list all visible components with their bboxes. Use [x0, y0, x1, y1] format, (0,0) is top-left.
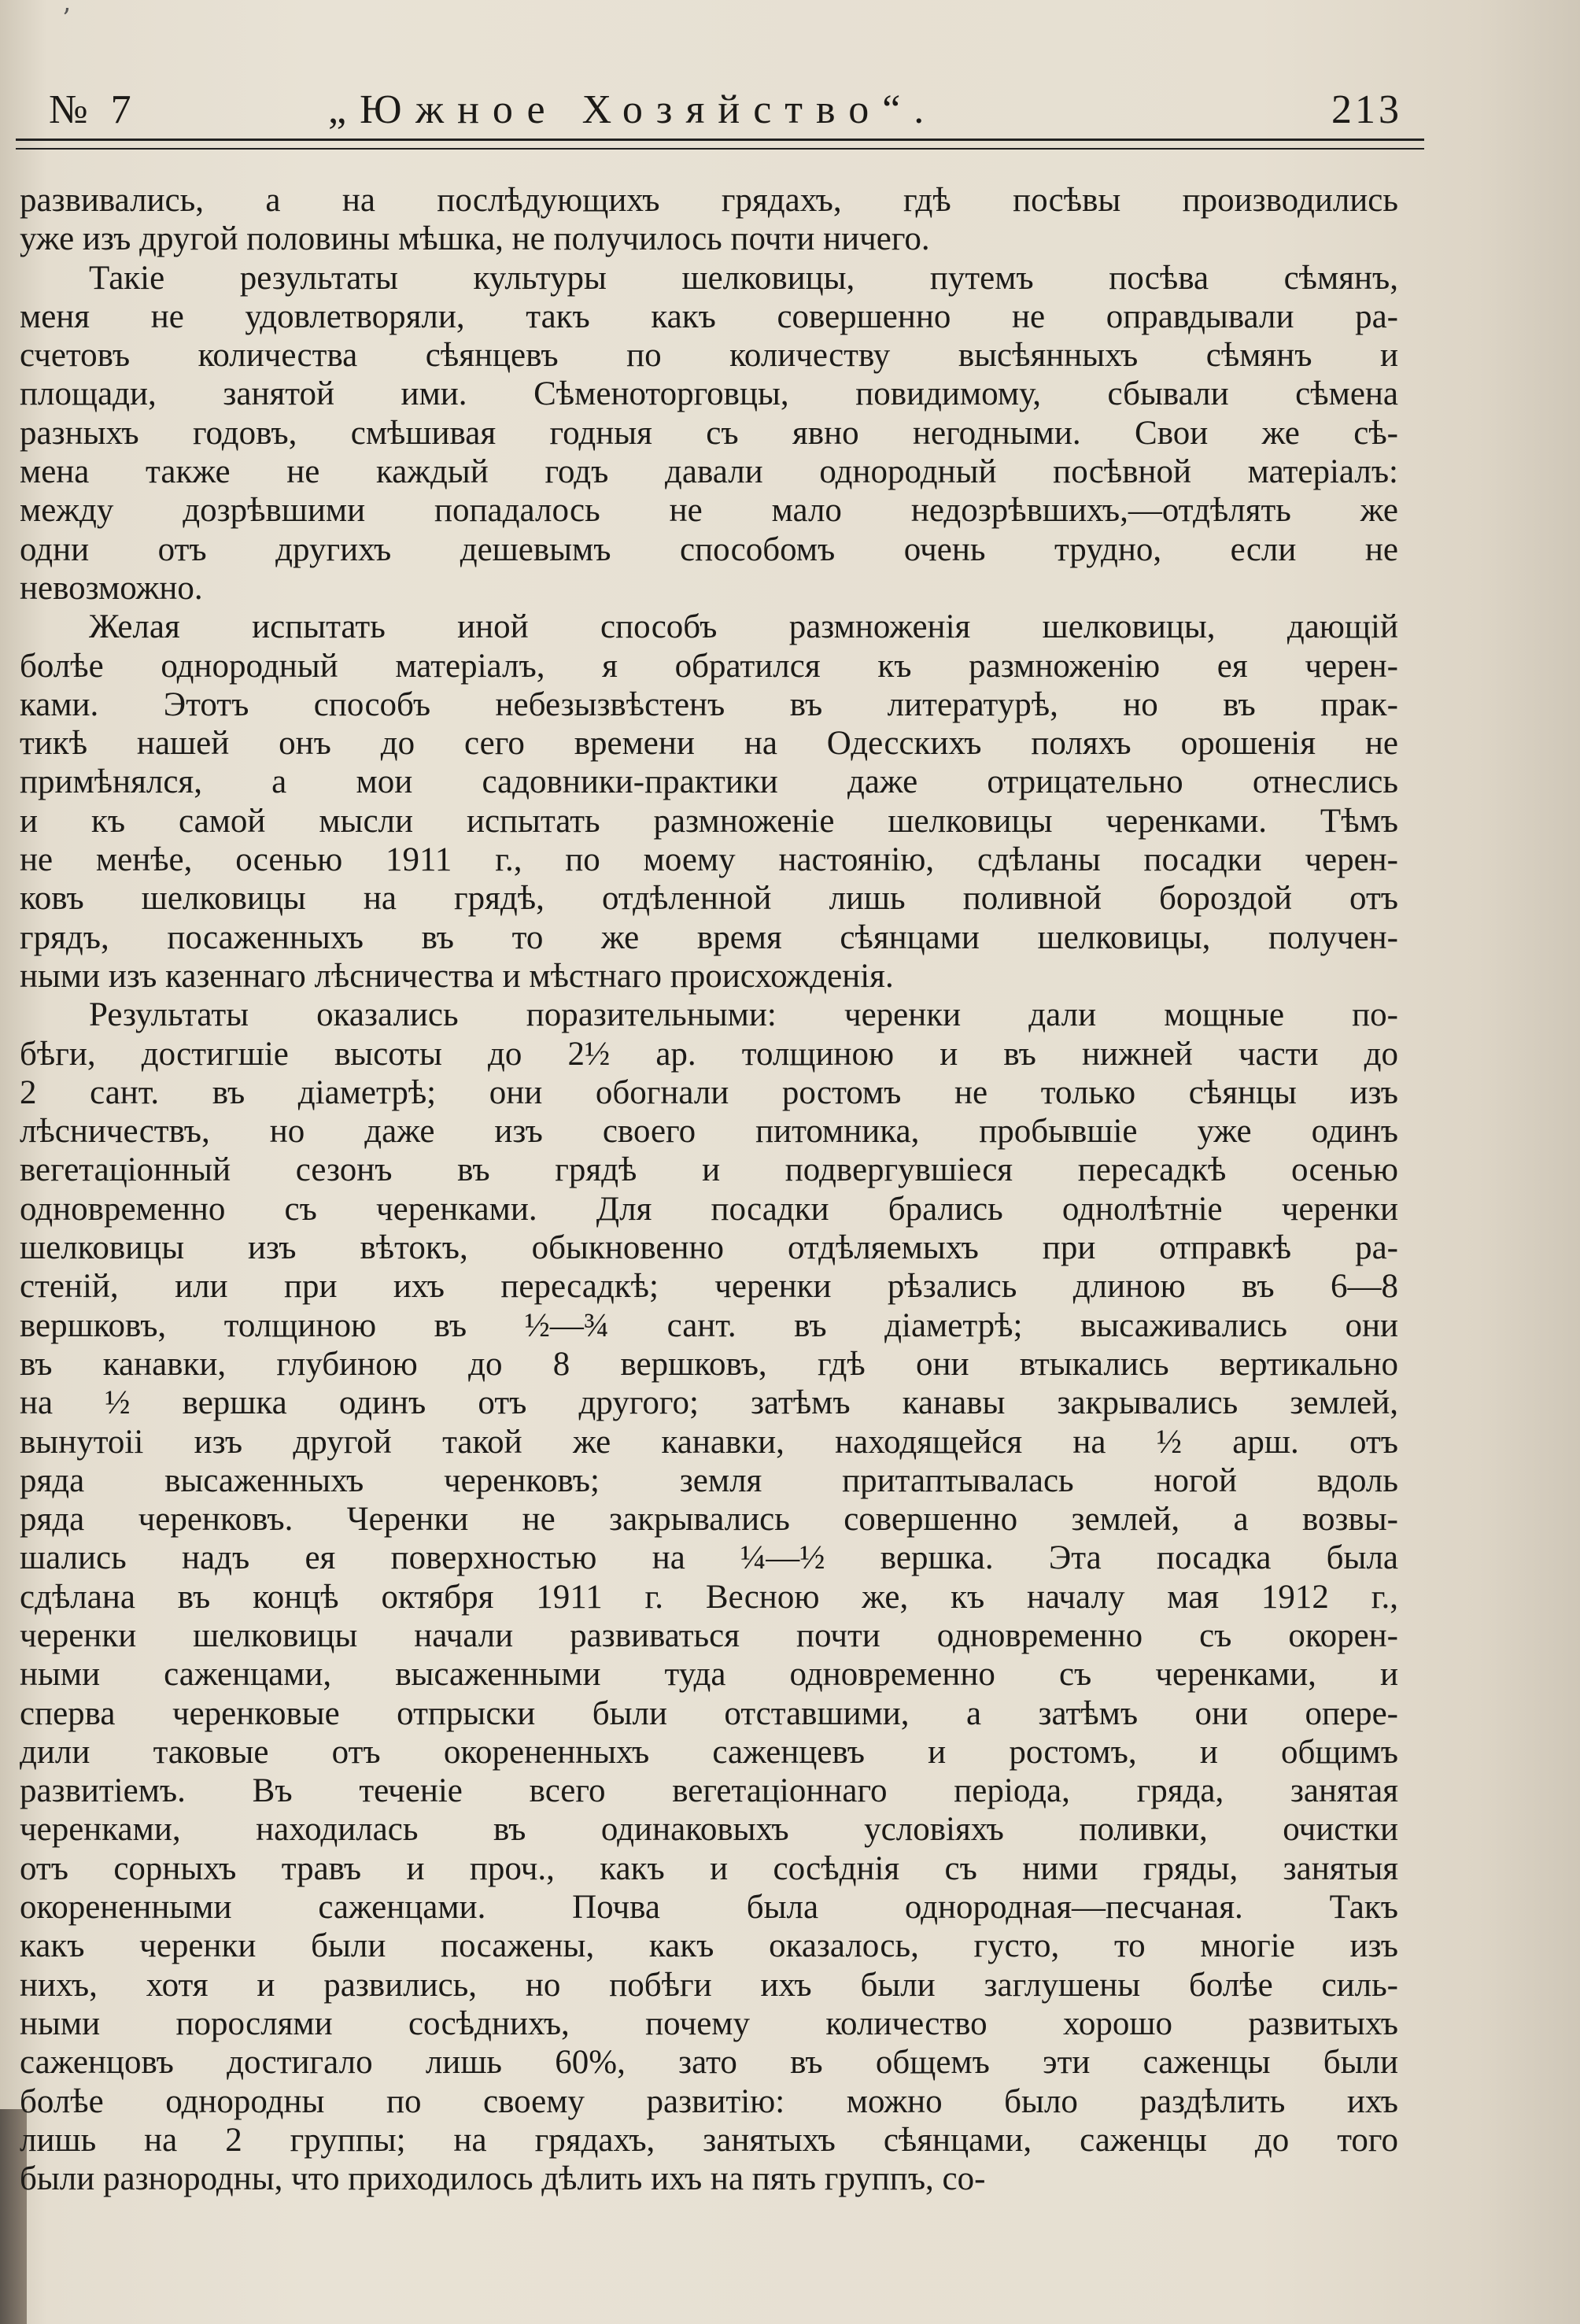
text-line: лишь на 2 группы; на грядахъ, занятыхъ сѣянцами, саженцы до того — [20, 2121, 1398, 2159]
text-line: не менѣе, осенью 1911 г., по моему настоянію, сдѣланы посадки черен- — [20, 841, 1398, 879]
text-line: меня не удовлетворяли, такъ какъ совершенно не оправдывали ра- — [20, 297, 1398, 335]
text-line: вегетаціонный сезонъ въ грядѣ и подвергувшіеся пересадкѣ осенью — [20, 1151, 1398, 1189]
paragraph — [20, 608, 1398, 996]
text-line: окорененными саженцами. Почва была однородная—песчаная. Такъ — [20, 1889, 1398, 1927]
text-line: отъ сорныхъ травъ и проч., какъ и сосѣднія съ ними гряды, занятыя — [20, 1849, 1398, 1887]
text-line: одни отъ другихъ дешевымъ способомъ очень трудно, если не — [20, 530, 1398, 568]
text-line: черенками, находилась въ одинаковыхъ условіяхъ поливки, очистки — [20, 1811, 1398, 1849]
paragraph — [20, 181, 1398, 259]
text-line: сперва черенковые отпрыски были отставшими, а затѣмъ они опере- — [20, 1694, 1398, 1732]
text-line: развивались, а на послѣдующихъ грядахъ, гдѣ посѣвы производились — [20, 182, 1398, 219]
text-line: примѣнялся, а мои садовники-практики даже отрицательно отнеслись — [20, 763, 1398, 801]
text-line: ками. Этотъ способъ небезызвѣстенъ въ литературѣ, но въ прак- — [20, 685, 1398, 723]
page-number: 213 — [1331, 87, 1402, 132]
text-line: ковъ шелковицы на грядѣ, отдѣленной лишь поливной бороздой отъ — [20, 880, 1398, 918]
text-line: лѣсничествъ, но даже изъ своего питомника, пробывшіе уже одинъ — [20, 1113, 1398, 1151]
text-line: вынутоіі изъ другой такой же канавки, находящейся на ½ арш. отъ — [20, 1423, 1398, 1461]
text-line: въ канавки, глубиною до 8 вершковъ, гдѣ они втыкались вертикально — [20, 1345, 1398, 1383]
text-line: шелковицы изъ вѣтокъ, обыкновенно отдѣляемыхъ при отправкѣ ра- — [20, 1229, 1398, 1267]
text-line: Результаты оказались поразительными: черенки дали мощные по- — [89, 996, 1398, 1034]
article-body — [20, 181, 1398, 2198]
text-line: грядъ, посаженныхъ въ то же время сѣянцами шелковицы, получен- — [20, 918, 1398, 956]
issue-number: № 7 — [49, 87, 138, 132]
text-line: черенки шелковицы начали развиваться почти одновременно съ окорен- — [20, 1616, 1398, 1654]
text-line: Желая испытать иной способъ размноженія шелковицы, дающій — [89, 608, 1398, 646]
running-header — [49, 87, 1402, 142]
journal-title: „Южное Хозяйство“. — [328, 87, 938, 132]
text-line: саженцовъ достигало лишь 60%, зато въ общемъ эти саженцы были — [20, 2044, 1398, 2082]
text-line: бѣги, достигшіе высоты до 2½ ар. толщиною и въ нижней части до — [20, 1035, 1398, 1073]
header-rule — [16, 139, 1424, 150]
text-line: ными порослями сосѣднихъ, почему количество хорошо развитыхъ — [20, 2004, 1398, 2042]
text-line: вершковъ, толщиною въ ½—¾ сант. въ діаметрѣ; высаживались они — [20, 1306, 1398, 1344]
paragraph — [20, 259, 1398, 608]
text-line: были разнородны, что приходилось дѣлить ихъ на пять группъ, со- — [20, 2160, 986, 2198]
text-line: шались надъ ея поверхностью на ¼—½ вершка. Эта посадка была — [20, 1539, 1398, 1577]
text-line: ными изъ казеннаго лѣсничества и мѣстнаго происхожденія. — [20, 957, 894, 995]
paragraph — [20, 996, 1398, 2198]
text-line: ными саженцами, высаженными туда одновременно съ черенками, и — [20, 1656, 1398, 1694]
text-line: ряда черенковъ. Черенки не закрывались совершенно землей, а возвы- — [20, 1501, 1398, 1539]
text-line: болѣе однородны по своему развитію: можно было раздѣлить ихъ — [20, 2082, 1398, 2120]
text-line: одновременно съ черенками. Для посадки брались однолѣтніе черенки — [20, 1190, 1398, 1228]
text-line: Такіе результаты культуры шелковицы, путемъ посѣва сѣмянъ, — [89, 259, 1398, 297]
text-line: дили таковые отъ окорененныхъ саженцевъ и ростомъ, и общимъ — [20, 1733, 1398, 1771]
text-line: стеній, или при ихъ пересадкѣ; черенки рѣзались длиною въ 6—8 — [20, 1268, 1398, 1306]
text-line: и къ самой мысли испытать размноженіе шелковицы черенками. Тѣмъ — [20, 802, 1398, 840]
text-line: 2 сант. въ діаметрѣ; они обогнали ростомъ не только сѣянцы изъ — [20, 1073, 1398, 1111]
text-line: развитіемъ. Въ теченіе всего вегетаціоннаго періода, гряда, занятая — [20, 1772, 1398, 1810]
text-line: уже изъ другой половины мѣшка, не получилось почти ничего. — [20, 220, 930, 258]
margin-tick: ʼ — [61, 3, 70, 35]
text-line: ряда высаженныхъ черенковъ; земля притаптывалась ногой вдоль — [20, 1461, 1398, 1499]
text-line: площади, занятой ими. Сѣменоторговцы, повидимому, сбывали сѣмена — [20, 375, 1398, 413]
text-line: счетовъ количества сѣянцевъ по количеству высѣянныхъ сѣмянъ и — [20, 337, 1398, 375]
text-line: невозможно. — [20, 569, 203, 607]
text-line: болѣе однородный матеріалъ, я обратился къ размноженію ея черен- — [20, 647, 1398, 685]
text-line: мена также не каждый годъ давали однородный посѣвной матеріалъ: — [20, 453, 1398, 491]
text-line: между дозрѣвшими попадалось не мало недозрѣвшихъ,—отдѣлять же — [20, 492, 1398, 530]
text-line: разныхъ годовъ, смѣшивая годныя съ явно негодными. Свои же сѣ- — [20, 414, 1398, 452]
text-line: какъ черенки были посажены, какъ оказалось, густо, то многіе изъ — [20, 1927, 1398, 1965]
text-line: на ½ вершка одинъ отъ другого; затѣмъ канавы закрывались землей, — [20, 1384, 1398, 1422]
text-line: тикѣ нашей онъ до сего времени на Одесскихъ поляхъ орошенія не — [20, 725, 1398, 763]
text-line: сдѣлана въ концѣ октября 1911 г. Весною же, къ началу мая 1912 г., — [20, 1578, 1398, 1616]
text-line: нихъ, хотя и развились, но побѣги ихъ были заглушены болѣе силь- — [20, 1966, 1398, 2004]
